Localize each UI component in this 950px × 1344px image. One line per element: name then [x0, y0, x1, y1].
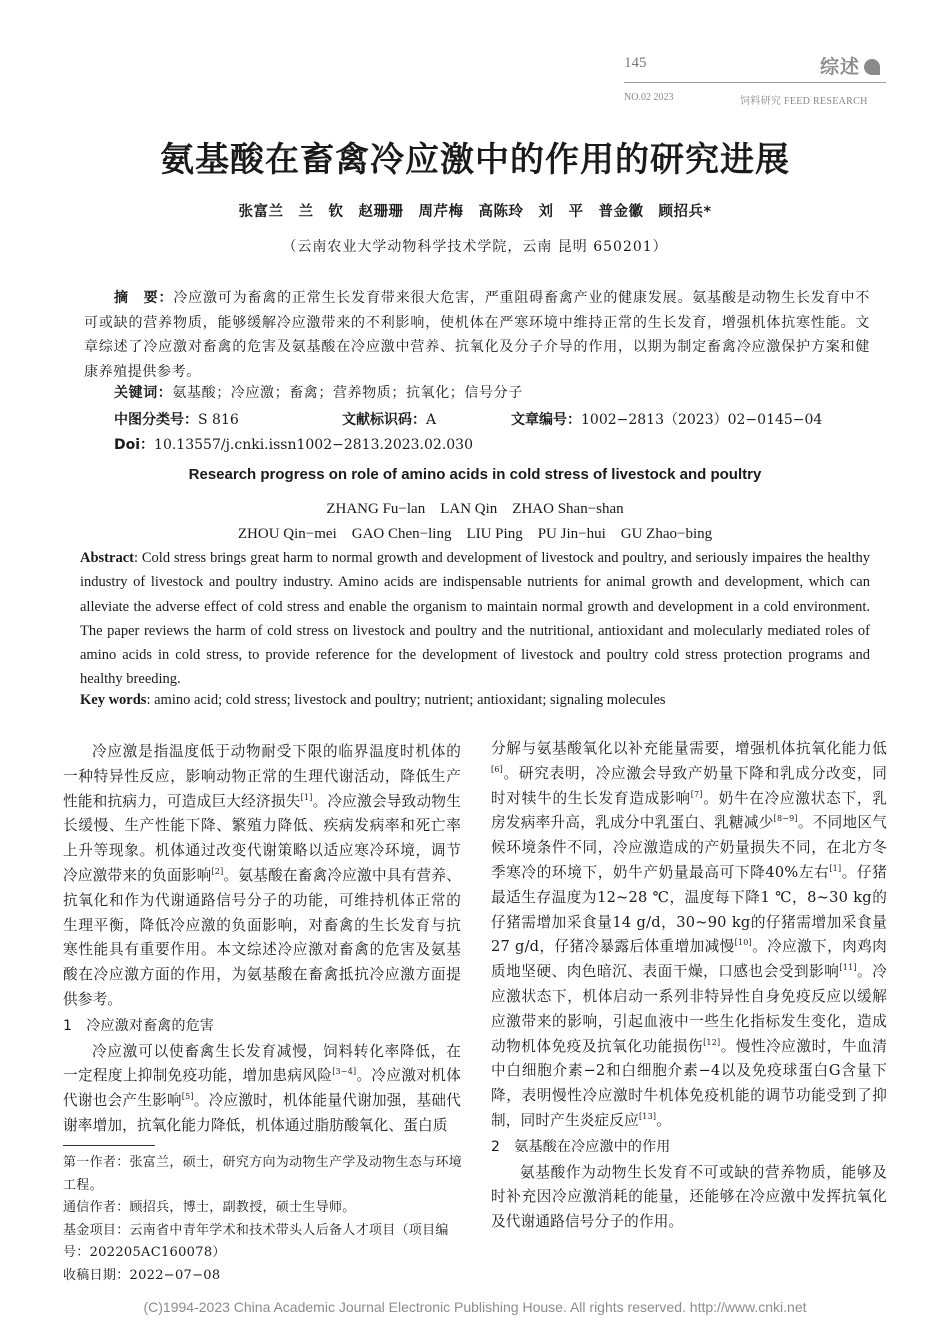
journal-name: 饲料研究 FEED RESEARCH	[740, 96, 868, 107]
issue-number: NO.02 2023	[624, 92, 674, 103]
s1-text-c: 分解与氨基酸氧化以补充能量需要，增强机体抗氧化能力低	[491, 740, 887, 757]
page-number: 145	[624, 55, 647, 71]
leaf-icon	[864, 59, 880, 75]
doi-label: Doi：	[114, 437, 155, 453]
article-label: 文章编号：	[511, 412, 581, 428]
citation: [11]	[839, 963, 857, 973]
copyright-footer: (C)1994-2023 China Academic Journal Electronic Publishing House. All rights reserved. http://www.cnki.net	[143, 1299, 807, 1315]
s1-text-a: 冷应激可以使畜禽生长发育减慢，饲料转化率降低，在一定程度上抑制免疫功能，增加患病风险	[63, 1042, 461, 1085]
abstract-zh	[84, 286, 870, 384]
citation: [1]	[300, 792, 313, 802]
section-text: 综述	[820, 56, 861, 78]
citation: [13]	[638, 1112, 657, 1122]
s1-text-b: 。冷应激对机体代谢也会产生影响	[63, 1067, 461, 1110]
body-right-column	[491, 737, 887, 1235]
paper-title: 氨基酸在畜禽冷应激中的作用的研究进展	[160, 140, 790, 180]
abstract-en-label: Abstract	[80, 550, 134, 566]
s1-text-f: 。不同地区气候环境条件不同，冷应激造成的产奶量损失不同，在北方冬季寒冷的环境下，奶牛产奶量最高可下降40%左右	[491, 814, 887, 881]
citation: [2]	[211, 867, 224, 877]
keywords-en-label: Key words	[80, 692, 147, 708]
intro-text-c: 。氨基酸在畜禽冷应激中具有营养、抗氧化和作为代谢通路信号分子的功能，可维持机体正常的生理平衡，降低冷应激的负面影响，对畜禽的生长发育与抗寒性能具有重要作用。本文综述冷应激对畜禽的危害及氨基酸在冷应激方面的作用，为氨基酸在畜禽抵抗冷应激方面提供参考。	[63, 866, 461, 1008]
keywords-zh-text: 氨基酸；冷应激；畜禽；营养物质；抗氧化；信号分子	[172, 385, 523, 401]
citation: [7]	[690, 789, 703, 799]
doc-label: 文献标识码：	[342, 412, 426, 428]
section-heading-2: 2 氨基酸在冷应激中的作用	[491, 1138, 671, 1155]
keywords-zh	[114, 382, 523, 402]
s1-text-c-part: 。冷应激时，机体能量代谢加强，基础代谢率增加，抗氧化能力降低，机体通过脂肪酸氧化、蛋白质	[63, 1092, 461, 1134]
keywords-en	[80, 692, 666, 709]
footnote-funding: 基金项目：云南省中青年学术和技术带头人后备人才项目（项目编号：202205AC160078）	[63, 1222, 449, 1260]
abstract-en	[80, 546, 870, 692]
section-heading-1: 1 冷应激对畜禽的危害	[63, 1017, 215, 1034]
clc-label: 中图分类号：	[114, 412, 198, 428]
s1-text-e: 。奶牛在冷应激状态下，乳房发病率升高，乳成分中乳蛋白、乳糖减少	[491, 789, 887, 832]
section2-paragraph: 氨基酸作为动物生长发育不可或缺的营养物质，能够及时补充因冷应激消耗的能量，还能够在冷应激中发挥抗氧化及代谢通路信号分子的作用。	[491, 1163, 887, 1231]
citation: [12]	[703, 1037, 721, 1047]
clc-number	[114, 409, 239, 429]
doc-code	[342, 409, 436, 429]
keywords-zh-label: 关键词：	[114, 385, 173, 401]
abstract-zh-text: 冷应激可为畜禽的正常生长发育带来很大危害，严重阻碍畜禽产业的健康发展。氨基酸是动物生长发育中不可或缺的营养物质，能够缓解冷应激带来的不利影响，使机体在严寒环境中维持正常的生长发育，增强机体抗寒性能。文章综述了冷应激对畜禽的危害及氨基酸在冷应激中营养、抗氧化及分子介导的作用，以期为制定畜禽冷应激保护方案和健康养殖提供参考。	[84, 290, 870, 380]
english-authors-line1: ZHANG Fu−lan LAN Qin ZHAO Shan−shan	[326, 501, 624, 517]
footnote-received: 收稿日期：2022−07−08	[63, 1267, 221, 1283]
s1-text-d: 。研究表明，冷应激会导致产奶量下降和乳成分改变，同时对犊牛的生长发育造成影响	[491, 764, 887, 807]
section-label	[820, 52, 880, 79]
s1-text-g: 。仔猪最适生存温度为12~28 ℃，温度每下降1 ℃，8~30 kg的仔猪需增加采食量14 g/d，30~90 kg的仔猪需增加采食量27 g/d，仔猪冷暴露后体重增加减慢	[491, 863, 887, 956]
footnote-corresponding: 通信作者：顾招兵，博士，副教授，硕士生导师。	[63, 1200, 356, 1215]
citation: [6]	[491, 764, 503, 774]
section1-paragraph	[63, 1040, 461, 1139]
citation: [5]	[181, 1092, 194, 1102]
author-list: 张富兰 兰 钦 赵珊珊 周芹梅 高陈玲 刘 平 普金徽 顾招兵*	[238, 204, 712, 220]
s1-text-h: 。冷应激下，肉鸡肉质地坚硬、肉色暗沉、表面干燥，口感也会受到影响	[491, 938, 887, 981]
affiliation: （云南农业大学动物科学技术学院，云南 昆明 650201）	[282, 239, 668, 255]
footnote-divider	[63, 1145, 155, 1146]
doi	[114, 434, 473, 454]
abstract-zh-label: 摘 要：	[114, 290, 174, 306]
english-title: Research progress on role of amino acids in cold stress of livestock and poultry	[188, 466, 762, 483]
keywords-en-text: : amino acid; cold stress; livestock and poultry; nutrient; antioxidant; signaling molecules	[146, 692, 666, 708]
article-value: 1002−2813（2023）02−0145−04	[581, 412, 823, 428]
abstract-en-text: : Cold stress brings great harm to normal growth and development of livestock and poultry, and seriously impaires the healthy industry of livestock and poultry industry. Amino acids are indispensable nutrients for animal growth and development, which can alleviate the adverse effect of cold stress and enable the organism to maintain normal growth and development in a cold environment. The paper reviews the harm of cold stress on livestock and poultry and the nutritional, antioxidant and molecularly mediated roles of amino acids in cold stress, to provide reference for the development of livestock and poultry cold stress protection programs and healthy breeding.	[80, 550, 870, 688]
intro-paragraph	[63, 740, 461, 1013]
body-left-column	[63, 740, 461, 1139]
footnotes	[63, 1152, 463, 1287]
citation: [10]	[734, 938, 752, 948]
footnote-first-author: 第一作者：张富兰，硕士，研究方向为动物生产学及动物生态与环境工程。	[63, 1155, 463, 1193]
clc-value: S 816	[198, 412, 239, 428]
citation: [8−9]	[773, 814, 798, 824]
doc-value: A	[426, 412, 437, 428]
article-number	[511, 409, 822, 429]
doi-value: 10.13557/j.cnki.issn1002−2813.2023.02.030	[154, 437, 473, 453]
citation: [1]	[829, 864, 842, 874]
s1-text-k: 。	[656, 1111, 671, 1129]
intro-text-a: 冷应激是指温度低于动物耐受下限的临界温度时机体的一种特异性反应，影响动物正常的生理代谢活动，降低生产性能和抗病力，可造成巨大经济损失	[63, 743, 461, 810]
s1-text-j: 。慢性冷应激时，牛血清中白细胞介素−2和白细胞介素−4以及免疫球蛋白G含量下降，表明慢性冷应激时牛机体免疫机能的调节功能受到了抑制，同时产生炎症反应	[491, 1037, 887, 1129]
header-divider	[624, 82, 886, 83]
citation: [3−4]	[332, 1067, 357, 1077]
english-authors-line2: ZHOU Qin−mei GAO Chen−ling LIU Ping PU Jin−hui GU Zhao−bing	[237, 526, 713, 542]
section1-paragraph-continued	[491, 737, 887, 1134]
s1-text-i: 。冷应激状态下，机体启动一系列非特异性自身免疫反应以缓解应激带来的影响，引起血液中一些生化指标发生变化，造成动物机体免疫及抗氧化功能损伤	[491, 963, 887, 1055]
intro-text-b: 。冷应激会导致动物生长缓慢、生产性能下降、繁殖力降低、疾病发病率和死亡率上升等现象。机体通过改变代谢策略以适应寒冷环境，调节冷应激带来的负面影响	[63, 792, 461, 884]
